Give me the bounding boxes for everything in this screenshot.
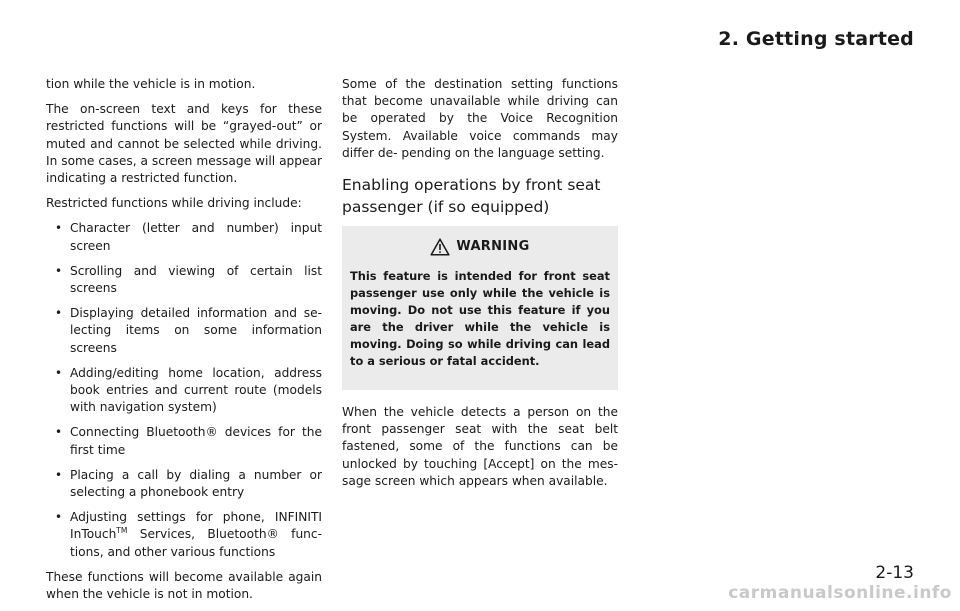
bullet-marker: • (55, 467, 63, 482)
paragraph-passenger-detection: When the vehicle detects a person on the front passenger seat with the seat belt fastened, some of the functions can be unlocked by touching [Accept] on the mes- sage screen which appears when available. (342, 405, 618, 488)
left-column (46, 76, 322, 611)
trademark-superscript: TM (116, 526, 128, 536)
page-number: 2-13 (875, 563, 914, 583)
list-item (46, 263, 322, 297)
paragraph-available-again: These functions will become available again when the vehicle is not in motion. (46, 569, 322, 602)
paragraph-continuation: tion while the vehicle is in motion. (46, 77, 256, 91)
paragraph-restricted-list-lead: Restricted functions while driving include: (46, 196, 302, 211)
list-item (46, 424, 322, 458)
list-item-text: Adding/editing home location, address book entries and current route (models with navigation system) (70, 365, 322, 415)
section-heading: Enabling operations by front seat passenger (if so equipped) (342, 176, 601, 217)
warning-header (350, 238, 610, 256)
list-item-text: Scrolling and viewing of certain list screens (70, 263, 322, 296)
warning-label: WARNING (456, 239, 530, 255)
bullet-marker: • (55, 263, 63, 278)
bullet-marker: • (55, 306, 63, 321)
paragraph-voice-recognition: Some of the destination setting functions that become unavailable while driving can be operated by the Voice Recognition System. Available voice commands may differ de- pending on the language setting. (342, 77, 618, 160)
list-item (46, 467, 322, 501)
warning-triangle-icon (430, 238, 450, 256)
watermark: carmanualsonline.info (728, 583, 952, 603)
list-item (46, 220, 322, 254)
bullet-marker: • (55, 221, 63, 236)
list-item-text: Character (letter and number) input screen (70, 221, 322, 253)
list-item-text: Displaying detailed information and se- lecting items on some information screens (70, 306, 322, 355)
list-item (46, 305, 322, 357)
list-item (46, 509, 322, 561)
list-item-text: Placing a call by dialing a number or selecting a phonebook entry (70, 467, 322, 500)
chapter-title: 2. Getting started (718, 28, 914, 50)
bullet-marker: • (55, 425, 63, 440)
paragraph-restricted-intro: The on-screen text and keys for these restricted functions will be “grayed-out” or muted and cannot be selected while driving. In some cases, a screen message will appear indicating a restricted function. (46, 102, 322, 186)
bullet-marker: • (55, 510, 63, 525)
warning-text: This feature is intended for front seat passenger use only while the vehicle is moving. Do not use this feature if you are the driver while the vehicle is moving. Doing so while driving can lead to a serious or fatal accident. (350, 269, 610, 369)
list-item-text: Connecting Bluetooth® devices for the first time (70, 425, 322, 457)
bullet-marker: • (55, 365, 63, 380)
warning-box (342, 226, 618, 390)
list-item-text-b: Services, Bluetooth® func- tions, and other various functions (70, 527, 322, 559)
restricted-functions-list (46, 220, 322, 560)
right-column (342, 76, 618, 498)
list-item (46, 365, 322, 417)
list-item-text-a: Adjusting settings for phone, INFINITI InTouch (70, 510, 322, 542)
